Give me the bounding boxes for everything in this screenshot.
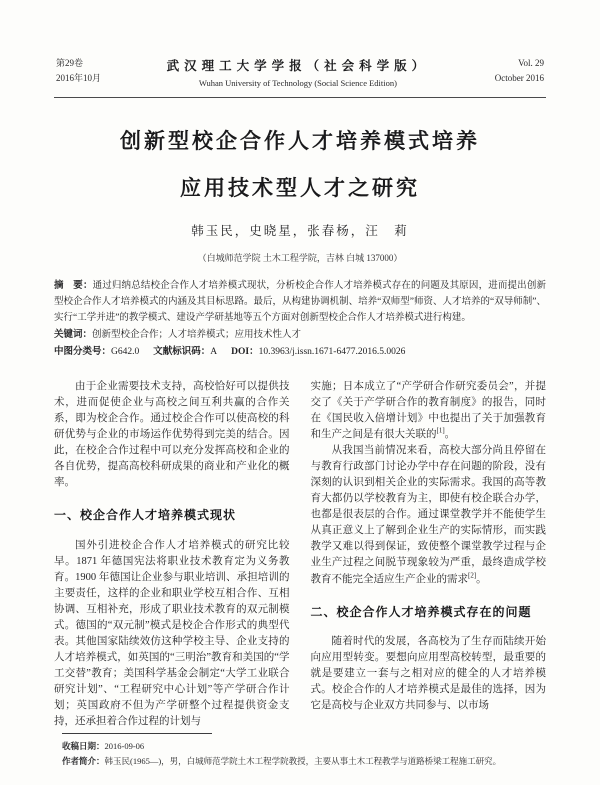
citation-ref-2: [2]: [468, 571, 477, 580]
paragraph: 从我国当前情况来看，高校大部分尚且停留在与教育行政部门讨论办学中存在问题的阶段，没有深刻的认识到相关企业的实际需求。我国的高等教育大都仍以学校教育为主，即使有校企联合办学，也都是很表层的合作。通过课堂教学并不能使学生从真正意义上了解到企业生产的实际情形，而实践教学又难以得到保证，致使整个课堂教学过程与企业生产过程之间脱节现象较为严重，最终造成学校教育不能完全适应生产企业的需求[2]。: [310, 445, 546, 585]
volume-en: Vol. 29: [518, 58, 544, 68]
left-column: [54, 379, 290, 731]
keywords-label: 关键词：: [54, 329, 93, 340]
citation-ref-1: [1]: [436, 426, 445, 435]
abstract-block: [54, 279, 546, 361]
paragraph: 国外引进校企合作人才培养模式的研究比较早。1871 年德国宪法将职业技术教育定为义务教育。1900 年德国让企业参与职业培训、承担培训的主要责任，这样的企业和职业学校互相合作、互相协调、互相补充，形成了职业技术教育的双元制模式。德国的“双元制”模式是校企合作形式的典型代表。其他国家陆续效仿这种学校主导、企业支持的人才培养模式，如英国的“三明治”教育和美国的“学工交替”教育；美国科学基金会制定“大学工业联合研究计划”、“工程研究中心计划”等产学研合作计划；英国政府不但为产学研整个过程提供资金支持，还承担着合作过程的计划与: [54, 539, 290, 728]
masthead-right: [495, 56, 544, 87]
author-bio: [54, 754, 554, 769]
journal-masthead: [46, 56, 554, 88]
paragraph: 由于企业需要技术支持，高校恰好可以提供技术，进而促使企业与高校之间互利共赢的合作关系，即为校企合作。通过校企合作可以使高校的科研优势与企业的市场运作优势得到完美的结合。因此，在校企合作过程中可以充分发挥高校和企业的各自优势，提高高校科研成果的商业和产业化的概率。: [54, 380, 290, 489]
authors: 韩玉民，史晓星，张春杨，汪 莉: [191, 224, 409, 238]
journal-title-en: Wuhan University of Technology (Social Science Edition): [198, 78, 397, 88]
masthead-divider: [54, 97, 546, 98]
doi-label: DOI：: [231, 346, 259, 357]
doi-value: 10.3963/j.issn.1671-6477.2016.5.0026: [258, 346, 406, 357]
keywords-text: 创新型校企合作；人才培养模式；应用技术性人才: [92, 329, 302, 340]
body-columns: [54, 379, 546, 731]
abstract-text: 通过归纳总结校企合作人才培养模式现状，分析校企合作人才培养模式存在的问题及其原因，进而提出创新型校企合作人才培养模式的内涵及其目标思路。最后，从构建协调机制、培养“双师型”师资、人才培养的“双导师制”、实行“工学并进”的教学模式、建设产学研基地等五个方面对创新型校企合作人才培养模式进行构建。: [54, 281, 546, 323]
paragraph: 随着时代的发展，各高校为了生存而陆续开始向应用型转变。要想向应用型高校转型，最重要的就是要建立一套与之相对应的健全的人才培养模式。校企合作的人才培养模式是最佳的选择，因为它是高校与企业双方共同参与、以市场: [310, 635, 546, 712]
journal-title-cn: 武汉理工大学学报（社会科学版）: [166, 59, 430, 73]
footnote-divider: [62, 733, 212, 734]
footnote: [54, 733, 554, 769]
date-cn: 2016年10月: [56, 73, 102, 84]
volume-cn: 第29卷: [56, 58, 84, 68]
right-column: [311, 379, 547, 731]
affiliation: （白城师范学院 土木工程学院，吉林 白城 137000）: [197, 253, 403, 263]
masthead-center: [101, 56, 495, 88]
doc-code-value: A: [210, 346, 218, 357]
section-heading-1: 一、校企合作人才培养模式现状: [54, 508, 237, 523]
received-label: 收稿日期：: [62, 741, 105, 752]
doc-code-label: 文献标识码：: [153, 346, 211, 357]
bio-value: 韩玉民(1965—)，男，白城师范学院土木工程学院教授，主要从事土木工程教学与道路桥梁工程施工研究。: [104, 756, 502, 767]
bio-label: 作者简介：: [62, 756, 105, 767]
clc-value: G642.0: [111, 346, 140, 357]
date-en: October 2016: [494, 73, 544, 84]
clc-label: 中图分类号：: [54, 346, 112, 357]
masthead-left: [56, 56, 101, 87]
paragraph: 实施；日本成立了“产学研合作研究委员会”，并提交了《关于产学研合作的教育制度》的报告，同时在《国民收入倍增计划》中也提出了关于加强教育和生产之间是有很大关联的[1]。: [310, 380, 546, 440]
abstract: [54, 279, 546, 327]
article-title-line2: 应用技术型人才之研究: [180, 176, 420, 200]
classification-line: [54, 345, 546, 361]
section-heading-2: 二、校企合作人才培养模式存在的问题: [310, 604, 532, 619]
abstract-label: 摘 要：: [54, 281, 93, 291]
article-title-line1: 创新型校企合作人才培养模式培养: [120, 129, 480, 153]
received-value: 2016-09-06: [104, 741, 145, 752]
keywords: [54, 328, 546, 344]
received-date: [54, 739, 554, 754]
